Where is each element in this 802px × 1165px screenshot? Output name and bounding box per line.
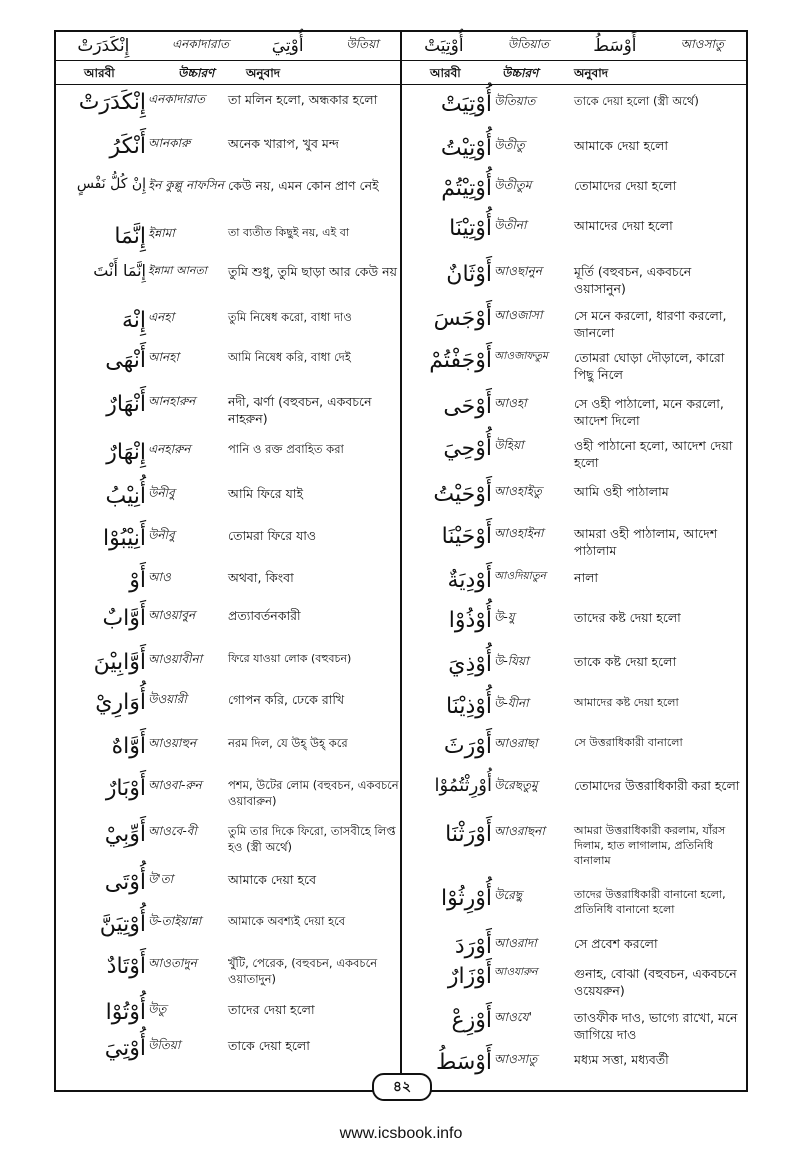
arabic-word: أُوْتَى [104, 870, 146, 895]
meaning: তোমাদের দেয়া হলো [574, 178, 677, 193]
column-header-left [56, 62, 400, 84]
pronunciation: আওবে-বী [148, 824, 197, 838]
meaning: মধ্যম সত্তা, মধ্যবর্তী [574, 1052, 669, 1067]
meaning: সে উত্তরাধিকারী বানালো [574, 736, 683, 749]
meaning: নরম দিল, যে উহ্‌ উহ্‌ করে [228, 736, 348, 750]
meaning: তোমরা ঘোড়া দৌড়ালে, কারো পিছু নিলে [574, 350, 725, 382]
pronunciation: ইন্নামা আনতা [148, 264, 207, 277]
meaning: আমাকে দেয়া হবে [228, 872, 317, 887]
meaning: আমাদের কষ্ট দেয়া হলো [574, 696, 679, 709]
meaning: আমি ওহী পাঠালাম [574, 484, 669, 499]
meaning: কেউ নয়, এমন কোন প্রাণ নেই [228, 178, 379, 193]
footer-url: www.icsbook.info [339, 1125, 463, 1142]
pronunciation: আওহা [494, 396, 527, 410]
running-header-right [402, 32, 746, 60]
arabic-word: أُوْتِيَ [104, 1036, 146, 1061]
pronunciation: আওদিয়াতুন [494, 570, 546, 582]
arabic-word: أَوْحَيْنَا [441, 524, 492, 549]
meaning: তাদের কষ্ট দেয়া হলো [574, 610, 681, 625]
arabic-word: أُوْتِيَنَّ [99, 912, 146, 937]
meaning: আমি ফিরে যাই [228, 486, 303, 501]
column-header-pronunciation: উচ্চারণ [178, 66, 215, 80]
meaning: আমাকে দেয়া হলো [574, 138, 669, 153]
meaning: মূর্তি (বহুবচন, একবচনে ওয়াসানুন) [574, 264, 692, 296]
meaning: গোপন করি, ঢেকে রাখি [228, 692, 345, 707]
column-divider [400, 30, 402, 1092]
pronunciation: আওহাইনা [494, 526, 544, 540]
meaning: আমি নিষেধ করি, বাধা দেই [228, 350, 351, 364]
meaning: নালা [574, 570, 599, 585]
pronunciation: আওয়াবীনা [148, 652, 203, 666]
meaning: তাকে কষ্ট দেয়া হলো [574, 654, 677, 669]
pronunciation: আওযারুন [494, 966, 538, 978]
pronunciation: উহিয়া [494, 438, 524, 452]
pronunciation: আওয়াহুন [148, 736, 197, 750]
running-header-left [56, 32, 400, 60]
pronunciation: উ-যীনা [494, 696, 529, 710]
pronunciation: উতিয়া [148, 1038, 181, 1052]
arabic-word: أَوْرَدَ [454, 934, 492, 959]
arabic-word: إِنْهَارٌ [106, 440, 146, 465]
pronunciation: উ'তা [148, 872, 174, 886]
pronunciation: আওসাতু [494, 1052, 538, 1066]
arabic-word: أُوْتُوْا [105, 1000, 146, 1025]
arabic-word: أَوْرَثَ [443, 734, 492, 759]
column-header-arabic: আরবী [430, 66, 461, 80]
pronunciation: আওতাদুন [148, 956, 197, 970]
meaning: পানি ও রক্ত প্রবাহিত করা [228, 442, 344, 456]
meaning: তুমি শুধু, তুমি ছাড়া আর কেউ নয় [228, 264, 397, 279]
meaning: তা ব্যতীত কিছুই নয়, এই বা [228, 226, 350, 239]
meaning: তাকে দেয়া হলো (স্ত্রী অর্থে) [574, 94, 699, 108]
arabic-word: أَنْهَارٌ [106, 392, 146, 417]
meaning: আমরা ওহী পাঠালাম, আদেশ পাঠালাম [574, 526, 718, 558]
meaning: প্রত্যাবর্তনকারী [228, 608, 301, 623]
pronunciation: উতু [148, 1002, 167, 1016]
arabic-word: أُوْرِثْتُمُوْا [434, 775, 492, 796]
pronunciation: উ-তাইয়ান্না [148, 914, 202, 928]
pronunciation: আনহা [148, 350, 179, 364]
meaning: সে মনে করলো, ধারণা করলো, জানলো [574, 308, 727, 340]
meaning: তুমি তার দিকে ফিরো, তাসবীহে লিপ্ত হও (স্ত্রী অর্থে) [228, 824, 396, 854]
column-header-meaning: অনুবাদ [574, 66, 609, 80]
meaning: তা মলিন হলো, অন্ধকার হলো [228, 92, 378, 107]
pronunciation: আওরাদা [494, 936, 537, 950]
pronunciation: এনহা [148, 310, 175, 324]
arabic-word: أُوْتِيَتْ [440, 92, 492, 117]
arabic-word: أَنِيْبُوْا [103, 526, 146, 551]
pronunciation: উনীবু [148, 528, 175, 542]
pronunciation: উওয়ারী [148, 692, 187, 706]
column-header-right [402, 62, 746, 84]
meaning: আমাকে অবশ্যই দেয়া হবে [228, 914, 346, 928]
arabic-word: أُوْذِيَ [448, 652, 492, 677]
pronunciation: উতীতু [494, 138, 525, 152]
meaning: খুঁটি, পেরেক, (বহুবচন, একবচনে ওয়াতাদুন) [228, 956, 378, 986]
meaning: তোমাদের উত্তরাধিকারী করা হলো [574, 778, 740, 793]
running-header-rule [54, 60, 748, 61]
pronunciation: আওরাছনা [494, 824, 545, 838]
meaning: সে প্রবেশ করলো [574, 936, 658, 951]
arabic-word: أَوْسَطُ [435, 1050, 492, 1075]
arabic-word: إِنْ كُلُّ نَفْسٍ [76, 176, 146, 192]
pronunciation: এনকাদারাত [148, 92, 206, 106]
arabic-word: أُنِيْبُ [105, 484, 146, 509]
arabic-word: أَنْكَرُ [109, 134, 146, 159]
arabic-word: أَوَّاهٌ [111, 734, 146, 759]
meaning: ফিরে যাওয়া লোক (বহুবচন) [228, 652, 352, 665]
meaning: গুনাহ, বোঝা (বহুবচন, একবচনে ওয়েযরুন) [574, 966, 737, 998]
arabic-word: إِنَّمَا [114, 224, 146, 249]
arabic-word: أَوْتَادٌ [106, 954, 146, 979]
arabic-word: أُوَارِيْ [95, 690, 146, 715]
arabic-word: أَوَّابٌ [102, 606, 146, 631]
arabic-word: أَنْهَى [105, 348, 146, 373]
arabic-word: إِنْهَ [121, 308, 146, 333]
column-header-meaning: অনুবাদ [246, 66, 281, 80]
arabic-word: أُوْتِيْنَا [449, 216, 492, 241]
running-header-right-bengali-1: উতিয়াত [507, 37, 550, 51]
arabic-word: أُوْتِيْتُ [440, 136, 492, 161]
arabic-word: أُوْذِيْنَا [446, 694, 492, 719]
arabic-word: أَوْحَى [443, 394, 492, 419]
pronunciation: ইন কুল্লু নাফসিন [148, 178, 224, 192]
meaning: তাকে দেয়া হলো [228, 1038, 310, 1053]
arabic-word: أُوْرِثُوْا [441, 886, 492, 911]
meaning: তোমরা ফিরে যাও [228, 528, 317, 543]
arabic-word: أُوْذُوْا [448, 608, 492, 633]
pronunciation: আওরাছা [494, 736, 538, 750]
arabic-word: أُوْحِيَ [443, 436, 492, 461]
running-header-right-arabic-1: أُوْتِيَتْ [424, 36, 464, 56]
pronunciation: আনকারু [148, 136, 191, 150]
meaning: অনেক খারাপ, খুব মন্দ [228, 136, 339, 151]
running-header-left-arabic-1: إِنْكَدَرَتْ [77, 36, 130, 56]
arabic-word: أَوْزَارٌ [447, 964, 492, 989]
pronunciation: আওজাসা [494, 308, 543, 322]
meaning: তুমি নিষেধ করো, বাধা দাও [228, 310, 352, 324]
arabic-word: إِنْكَدَرَتْ [78, 90, 146, 115]
arabic-word: أَوِّبِيْ [104, 822, 146, 847]
pronunciation: আওহাইতু [494, 484, 542, 498]
meaning: তাদের উত্তরাধিকারী বানানো হলো, প্রতিনিধি বানানো হলো [574, 888, 726, 916]
arabic-word: أَوْبَارٌ [105, 776, 146, 801]
pronunciation: উতিয়াত [494, 94, 536, 108]
column-header-rule [54, 84, 748, 85]
meaning: আমাদের দেয়া হলো [574, 218, 673, 233]
pronunciation: উরেছতুমু [494, 778, 538, 792]
arabic-word: أَوْرَثْنَا [445, 822, 492, 847]
arabic-word: أَوْحَيْتُ [433, 482, 492, 507]
meaning: পশম, উটের লোম (বহুবচন, একবচনে ওয়াবারুন) [228, 778, 399, 808]
column-header-pronunciation: উচ্চারণ [502, 66, 539, 80]
pronunciation: আওছানুন [494, 264, 542, 278]
pronunciation: আও [148, 570, 171, 584]
pronunciation: আওয়াবুন [148, 608, 196, 622]
running-header-right-bengali-2: আওসাতু [680, 37, 724, 51]
arabic-word: أَوْدِيَةٌ [447, 568, 492, 593]
pronunciation: উতীনা [494, 218, 527, 232]
arabic-word: أَوْثَانٌ [446, 262, 492, 287]
pronunciation: উতীতুম [494, 178, 532, 192]
arabic-word: أَوْجَسَ [433, 306, 492, 331]
pronunciation: আওজাফতুম [494, 350, 548, 362]
arabic-word: إِنَّمَا أَنْتَ [93, 261, 146, 280]
pronunciation: আওবা-রুন [148, 778, 202, 792]
meaning: তাওফীক দাও, ভাগ্যে রাখো, মনে জাগিয়ে দাও [574, 1010, 738, 1042]
running-header-left-bengali-1: এনকাদারাত [172, 37, 230, 51]
running-header-right-arabic-2: أَوْسَطُ [593, 36, 637, 56]
running-header-left-arabic-2: أُوْتِيَ [271, 36, 304, 56]
running-header-left-bengali-2: উতিয়া [346, 37, 379, 51]
meaning: ওহী পাঠানো হলো, আদেশ দেয়া হলো [574, 438, 733, 470]
column-header-arabic: আরবী [84, 66, 115, 80]
arabic-word: أَوَّابِيْنَ [93, 650, 146, 675]
pronunciation: উরেছু [494, 888, 523, 902]
meaning: অথবা, কিংবা [228, 570, 294, 585]
pronunciation: আওযে' [494, 1010, 532, 1024]
arabic-word: أَوْ [129, 568, 146, 593]
arabic-word: أُوْتِيْتُمْ [441, 176, 492, 201]
pronunciation: এনহারুন [148, 442, 191, 456]
meaning: সে ওহী পাঠালো, মনে করলো, আদেশ দিলো [574, 396, 724, 428]
pronunciation: আনহারুন [148, 394, 196, 408]
meaning: তাদের দেয়া হলো [228, 1002, 315, 1017]
arabic-word: أَوْزِعْ [451, 1008, 492, 1033]
arabic-word: أَوْجَفْتُمْ [429, 348, 492, 373]
pronunciation: উনীবু [148, 486, 175, 500]
pronunciation: ইন্নামা [148, 226, 175, 240]
page-number: ৪২ [372, 1073, 432, 1101]
pronunciation: উ-যু [494, 610, 515, 624]
meaning: নদী, ঝর্ণা (বহুবচন, একবচনে নাহরুন) [228, 394, 372, 426]
meaning: আমরা উত্তরাধিকারী করলাম, যাঁরস দিলাম, হাত লাগালাম, প্রতিনিধি বানালাম [574, 824, 726, 867]
pronunciation: উ-যিয়া [494, 654, 529, 668]
